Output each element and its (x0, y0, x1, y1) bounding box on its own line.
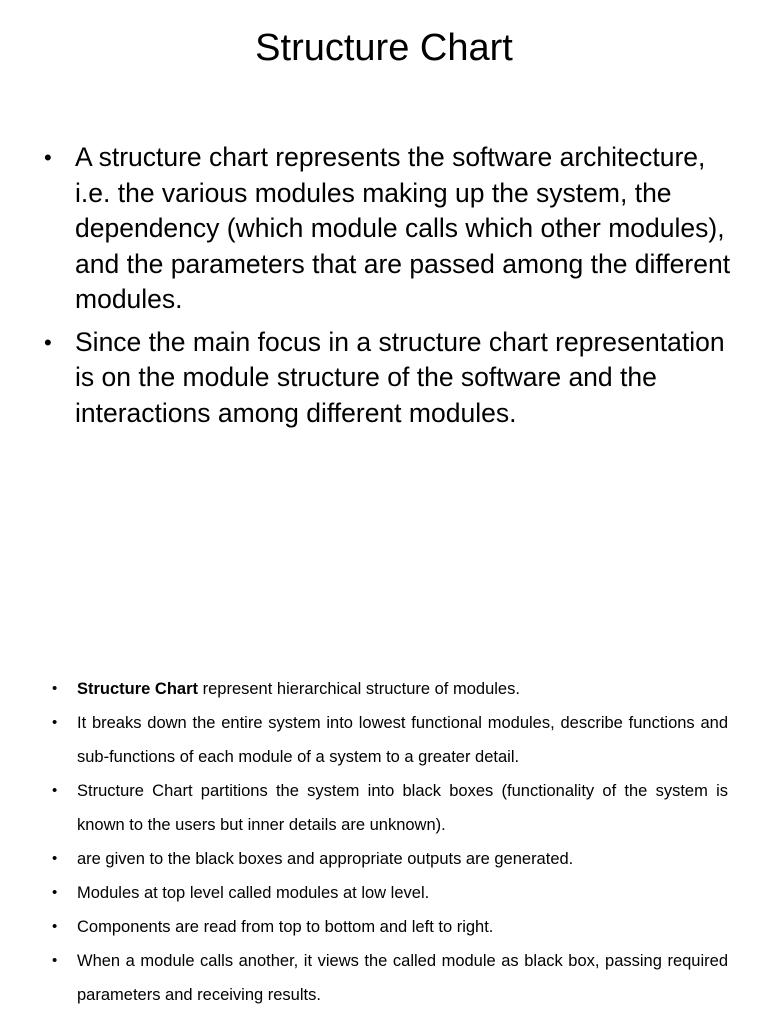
detail-bullet-text: It breaks down the entire system into lowest functional modules, describe functions and sub-functions of each module of a system to a greater detail. (77, 714, 728, 766)
detail-bullet-item (52, 842, 728, 876)
detail-bullet-item (52, 910, 728, 944)
bullet-icon: • (44, 329, 52, 355)
detail-bullet-text: are given to the black boxes and appropriate outputs are generated. (77, 850, 574, 868)
slide-title: Structure Chart (255, 27, 513, 69)
detail-bullet-list (52, 672, 728, 1012)
bullet-icon: • (52, 680, 58, 697)
bullet-icon: • (52, 918, 58, 935)
bullet-icon: • (52, 782, 58, 799)
detail-bullet-item (52, 672, 728, 706)
detail-bullet-item (52, 944, 728, 1012)
bullet-icon: • (44, 145, 52, 170)
detail-bullet-text: represent hierarchical structure of modules. (198, 680, 520, 698)
detail-bullet-item (52, 774, 728, 842)
detail-bullet-text: When a module calls another, it views the called module as black box, passing required parameters and receiving results. (77, 952, 728, 1004)
detail-bullet-item (52, 876, 728, 910)
bullet-icon: • (52, 884, 58, 901)
detail-bullet-text: Structure Chart partitions the system into black boxes (functionality of the system is known to the users but inner details are unknown). (77, 782, 728, 834)
main-bullet-item (44, 325, 734, 432)
main-bullet-text: Since the main focus in a structure chart representation is on the module structure of the software and the interactions among different modules. (75, 326, 725, 428)
detail-bullet-text: Modules at top level called modules at low level. (77, 884, 430, 902)
structure-chart-term: Structure Chart (77, 680, 199, 698)
detail-bullet-item (52, 706, 728, 774)
main-bullet-text: A structure chart represents the software architecture, i.e. the various modules making up the system, the dependency (which module calls which other modules), and the parameters that are passed among the different modules. (75, 142, 731, 314)
main-bullet-list (44, 140, 734, 438)
bullet-icon: • (52, 952, 58, 969)
bullet-icon: • (52, 714, 58, 731)
detail-bullet-text: Components are read from top to bottom and left to right. (77, 918, 494, 936)
main-bullet-item (44, 140, 734, 318)
bullet-icon: • (52, 850, 58, 867)
